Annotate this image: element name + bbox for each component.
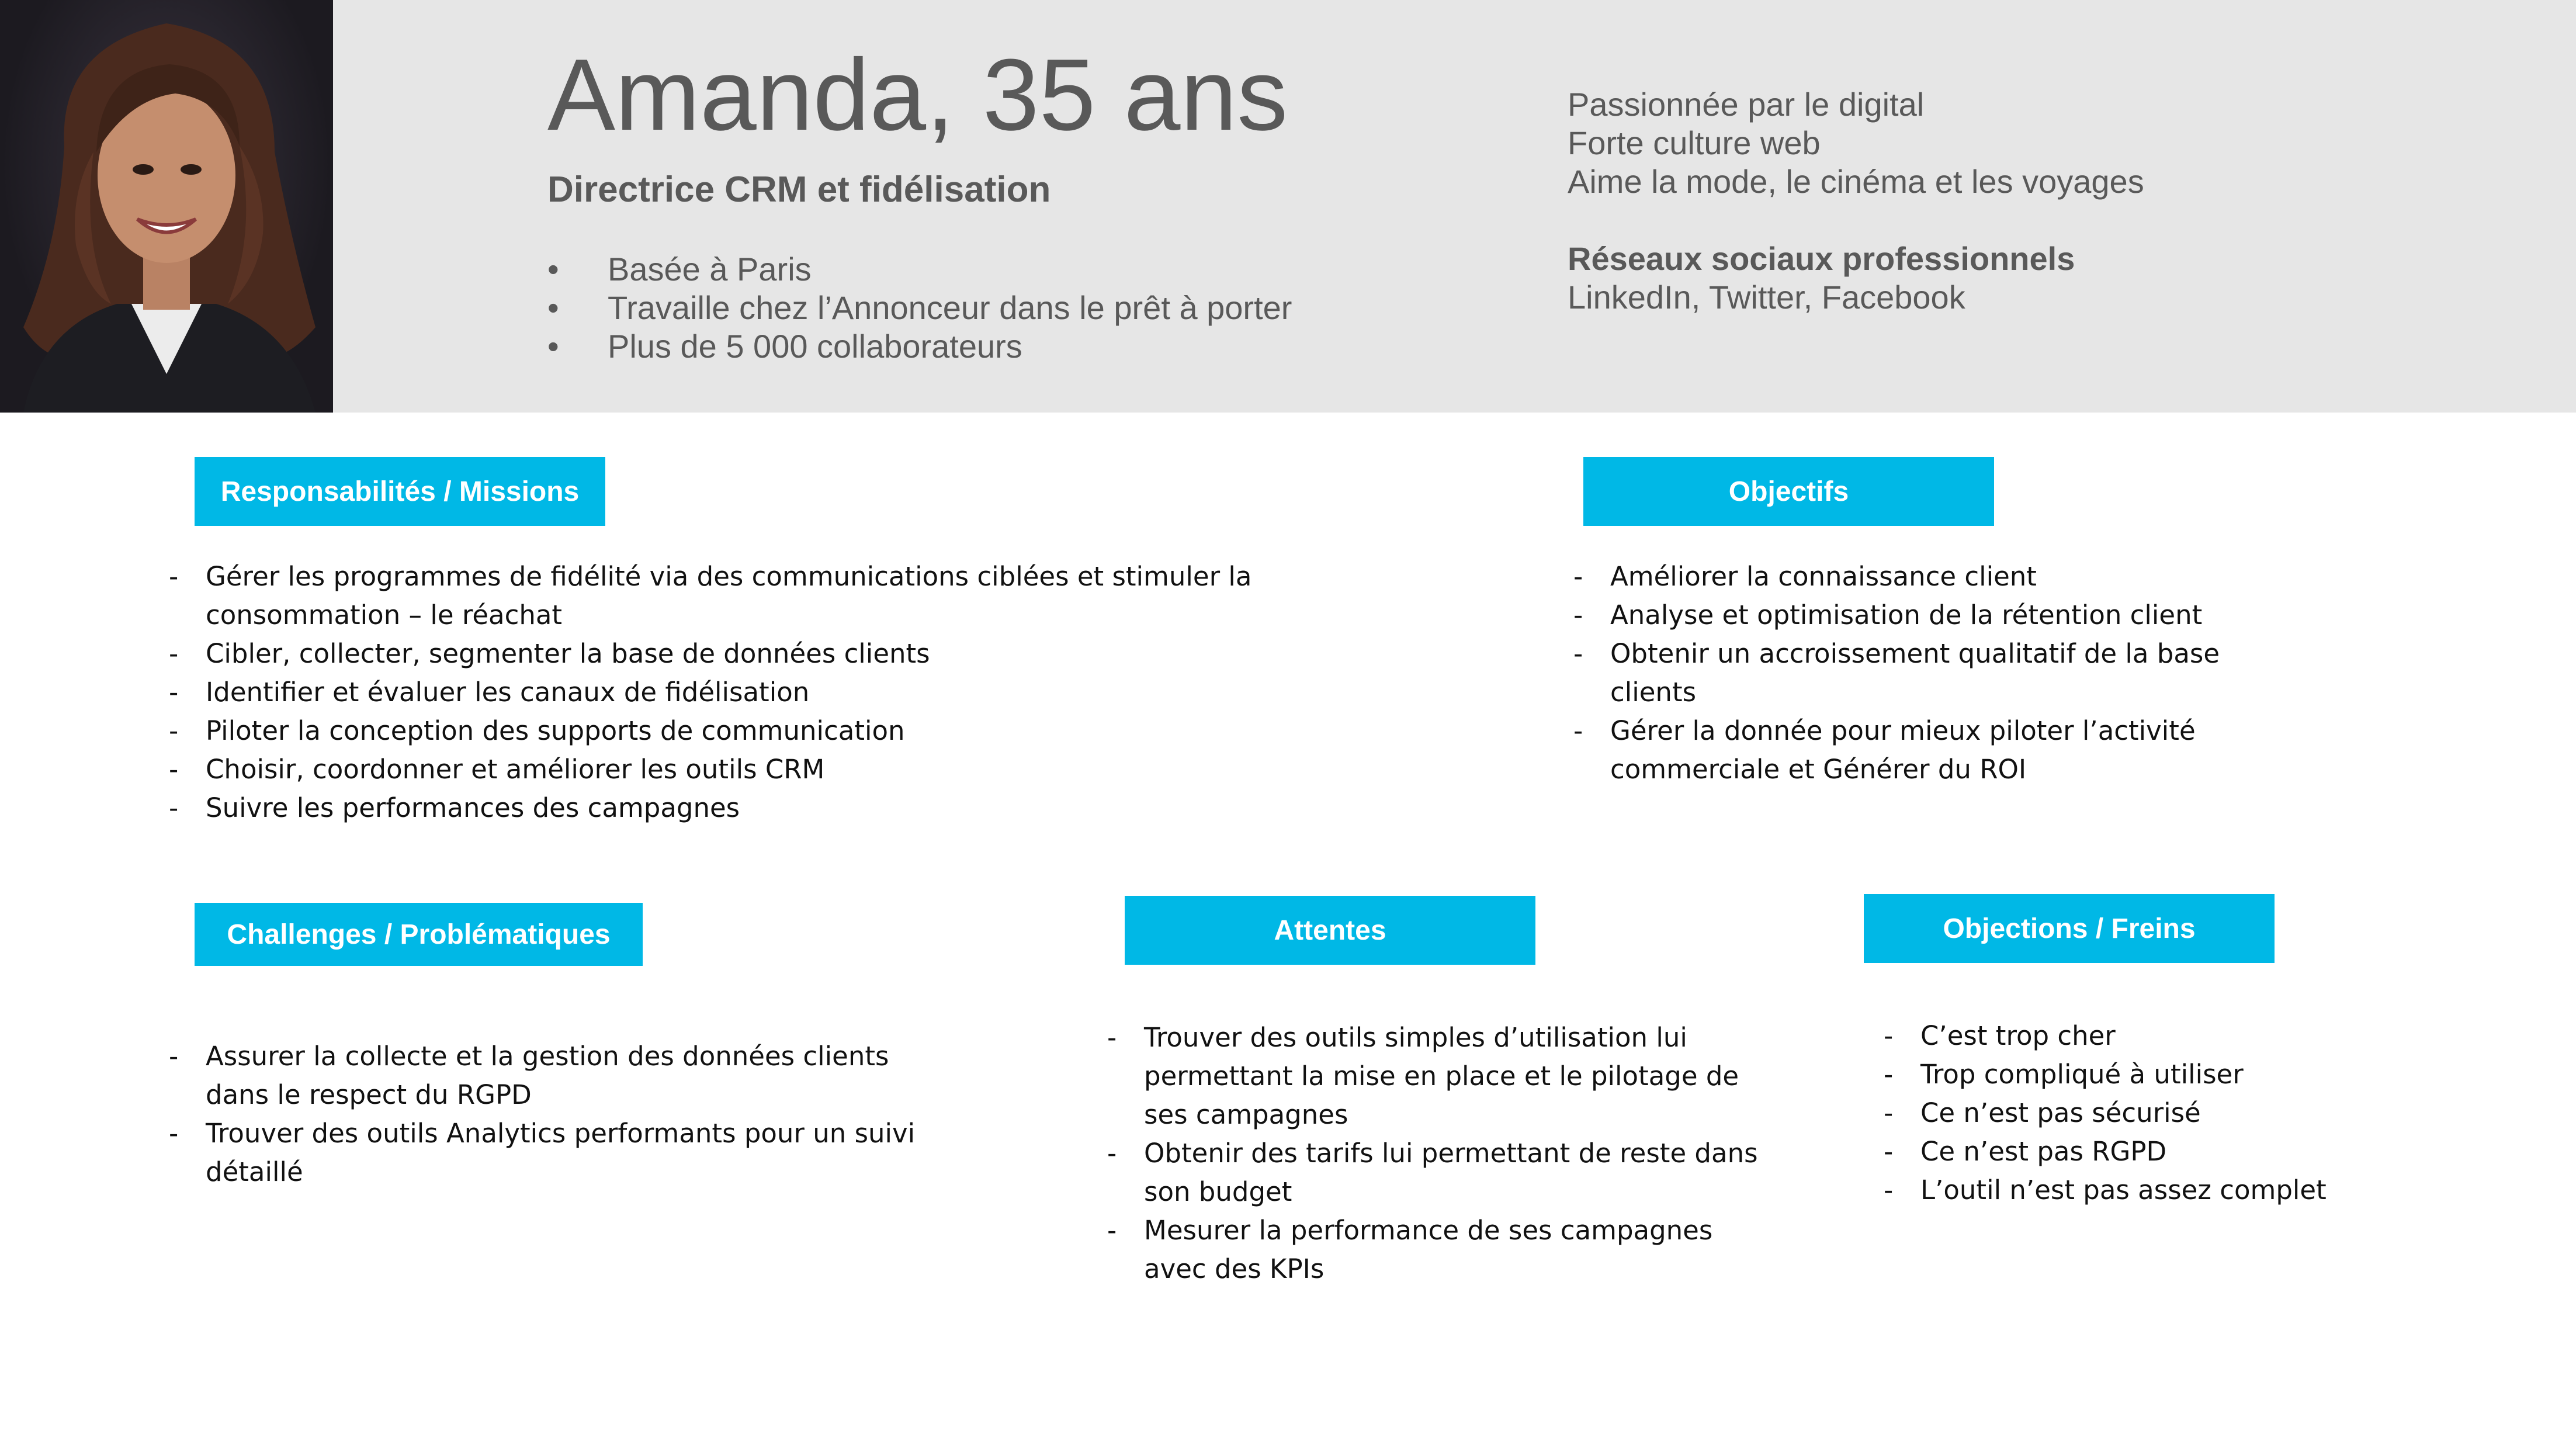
list-item: - Améliorer la connaissance client bbox=[1573, 557, 2234, 596]
list-item: - L’outil n’est pas assez complet bbox=[1884, 1171, 2526, 1210]
list-item: - Analyse et optimisation de la rétention client bbox=[1573, 596, 2234, 635]
objections-heading: Objections / Freins bbox=[1864, 894, 2275, 963]
persona-photo bbox=[0, 0, 333, 413]
list-item: - Identifier et évaluer les canaux de fidélisation bbox=[169, 673, 1296, 712]
fact-item: • Travaille chez l’Annonceur dans le prêt à porter bbox=[547, 289, 1292, 327]
list-item: - Trouver des outils Analytics performants pour un suivi détaillé bbox=[169, 1114, 946, 1191]
persona-job-title: Directrice CRM et fidélisation bbox=[547, 169, 1051, 210]
fact-item: • Plus de 5 000 collaborateurs bbox=[547, 327, 1292, 366]
list-item: - Obtenir des tarifs lui permettant de reste dans son budget bbox=[1107, 1134, 1773, 1211]
expectations-heading: Attentes bbox=[1125, 896, 1535, 965]
missions-list bbox=[169, 557, 1296, 827]
list-item: - Cibler, collecter, segmenter la base de données clients bbox=[169, 635, 1296, 673]
challenges-list bbox=[169, 1037, 946, 1191]
objections-list bbox=[1884, 1017, 2526, 1210]
objectives-heading: Objectifs bbox=[1583, 457, 1994, 526]
interest-item: Aime la mode, le cinéma et les voyages bbox=[1568, 163, 2144, 200]
list-item: - Ce n’est pas RGPD bbox=[1884, 1132, 2526, 1171]
networks-list: LinkedIn, Twitter, Facebook bbox=[1568, 279, 1965, 316]
list-item: - Mesurer la performance de ses campagnes avec des KPIs bbox=[1107, 1211, 1773, 1288]
list-item: - Ce n’est pas sécurisé bbox=[1884, 1094, 2526, 1132]
list-item: - Obtenir un accroissement qualitatif de la base clients bbox=[1573, 635, 2234, 712]
persona-interests bbox=[1568, 85, 2144, 317]
missions-heading: Responsabilités / Missions bbox=[195, 457, 605, 526]
list-item: - C’est trop cher bbox=[1884, 1017, 2526, 1055]
expectations-list bbox=[1107, 1019, 1773, 1288]
interest-item: Passionnée par le digital bbox=[1568, 86, 1925, 123]
list-item: - Gérer les programmes de fidélité via des communications ciblées et stimuler la consommation – le réachat bbox=[169, 557, 1296, 635]
list-item: - Piloter la conception des supports de communication bbox=[169, 712, 1296, 750]
list-item: - Assurer la collecte et la gestion des données clients dans le respect du RGPD bbox=[169, 1037, 946, 1114]
persona-name: Amanda, 35 ans bbox=[547, 37, 1288, 151]
persona-facts bbox=[547, 250, 1292, 366]
fact-item: • Basée à Paris bbox=[547, 250, 1292, 289]
list-item: - Choisir, coordonner et améliorer les outils CRM bbox=[169, 750, 1296, 789]
networks-title: Réseaux sociaux professionnels bbox=[1568, 240, 2075, 277]
list-item: - Suivre les performances des campagnes bbox=[169, 789, 1296, 827]
objectives-list bbox=[1573, 557, 2234, 789]
list-item: - Trop compliqué à utiliser bbox=[1884, 1055, 2526, 1094]
challenges-heading: Challenges / Problématiques bbox=[195, 903, 643, 966]
list-item: - Trouver des outils simples d’utilisation lui permettant la mise en place et le pilotage de ses campagnes bbox=[1107, 1019, 1773, 1134]
interest-item: Forte culture web bbox=[1568, 124, 1821, 161]
list-item: - Gérer la donnée pour mieux piloter l’activité commerciale et Générer du ROI bbox=[1573, 712, 2234, 789]
